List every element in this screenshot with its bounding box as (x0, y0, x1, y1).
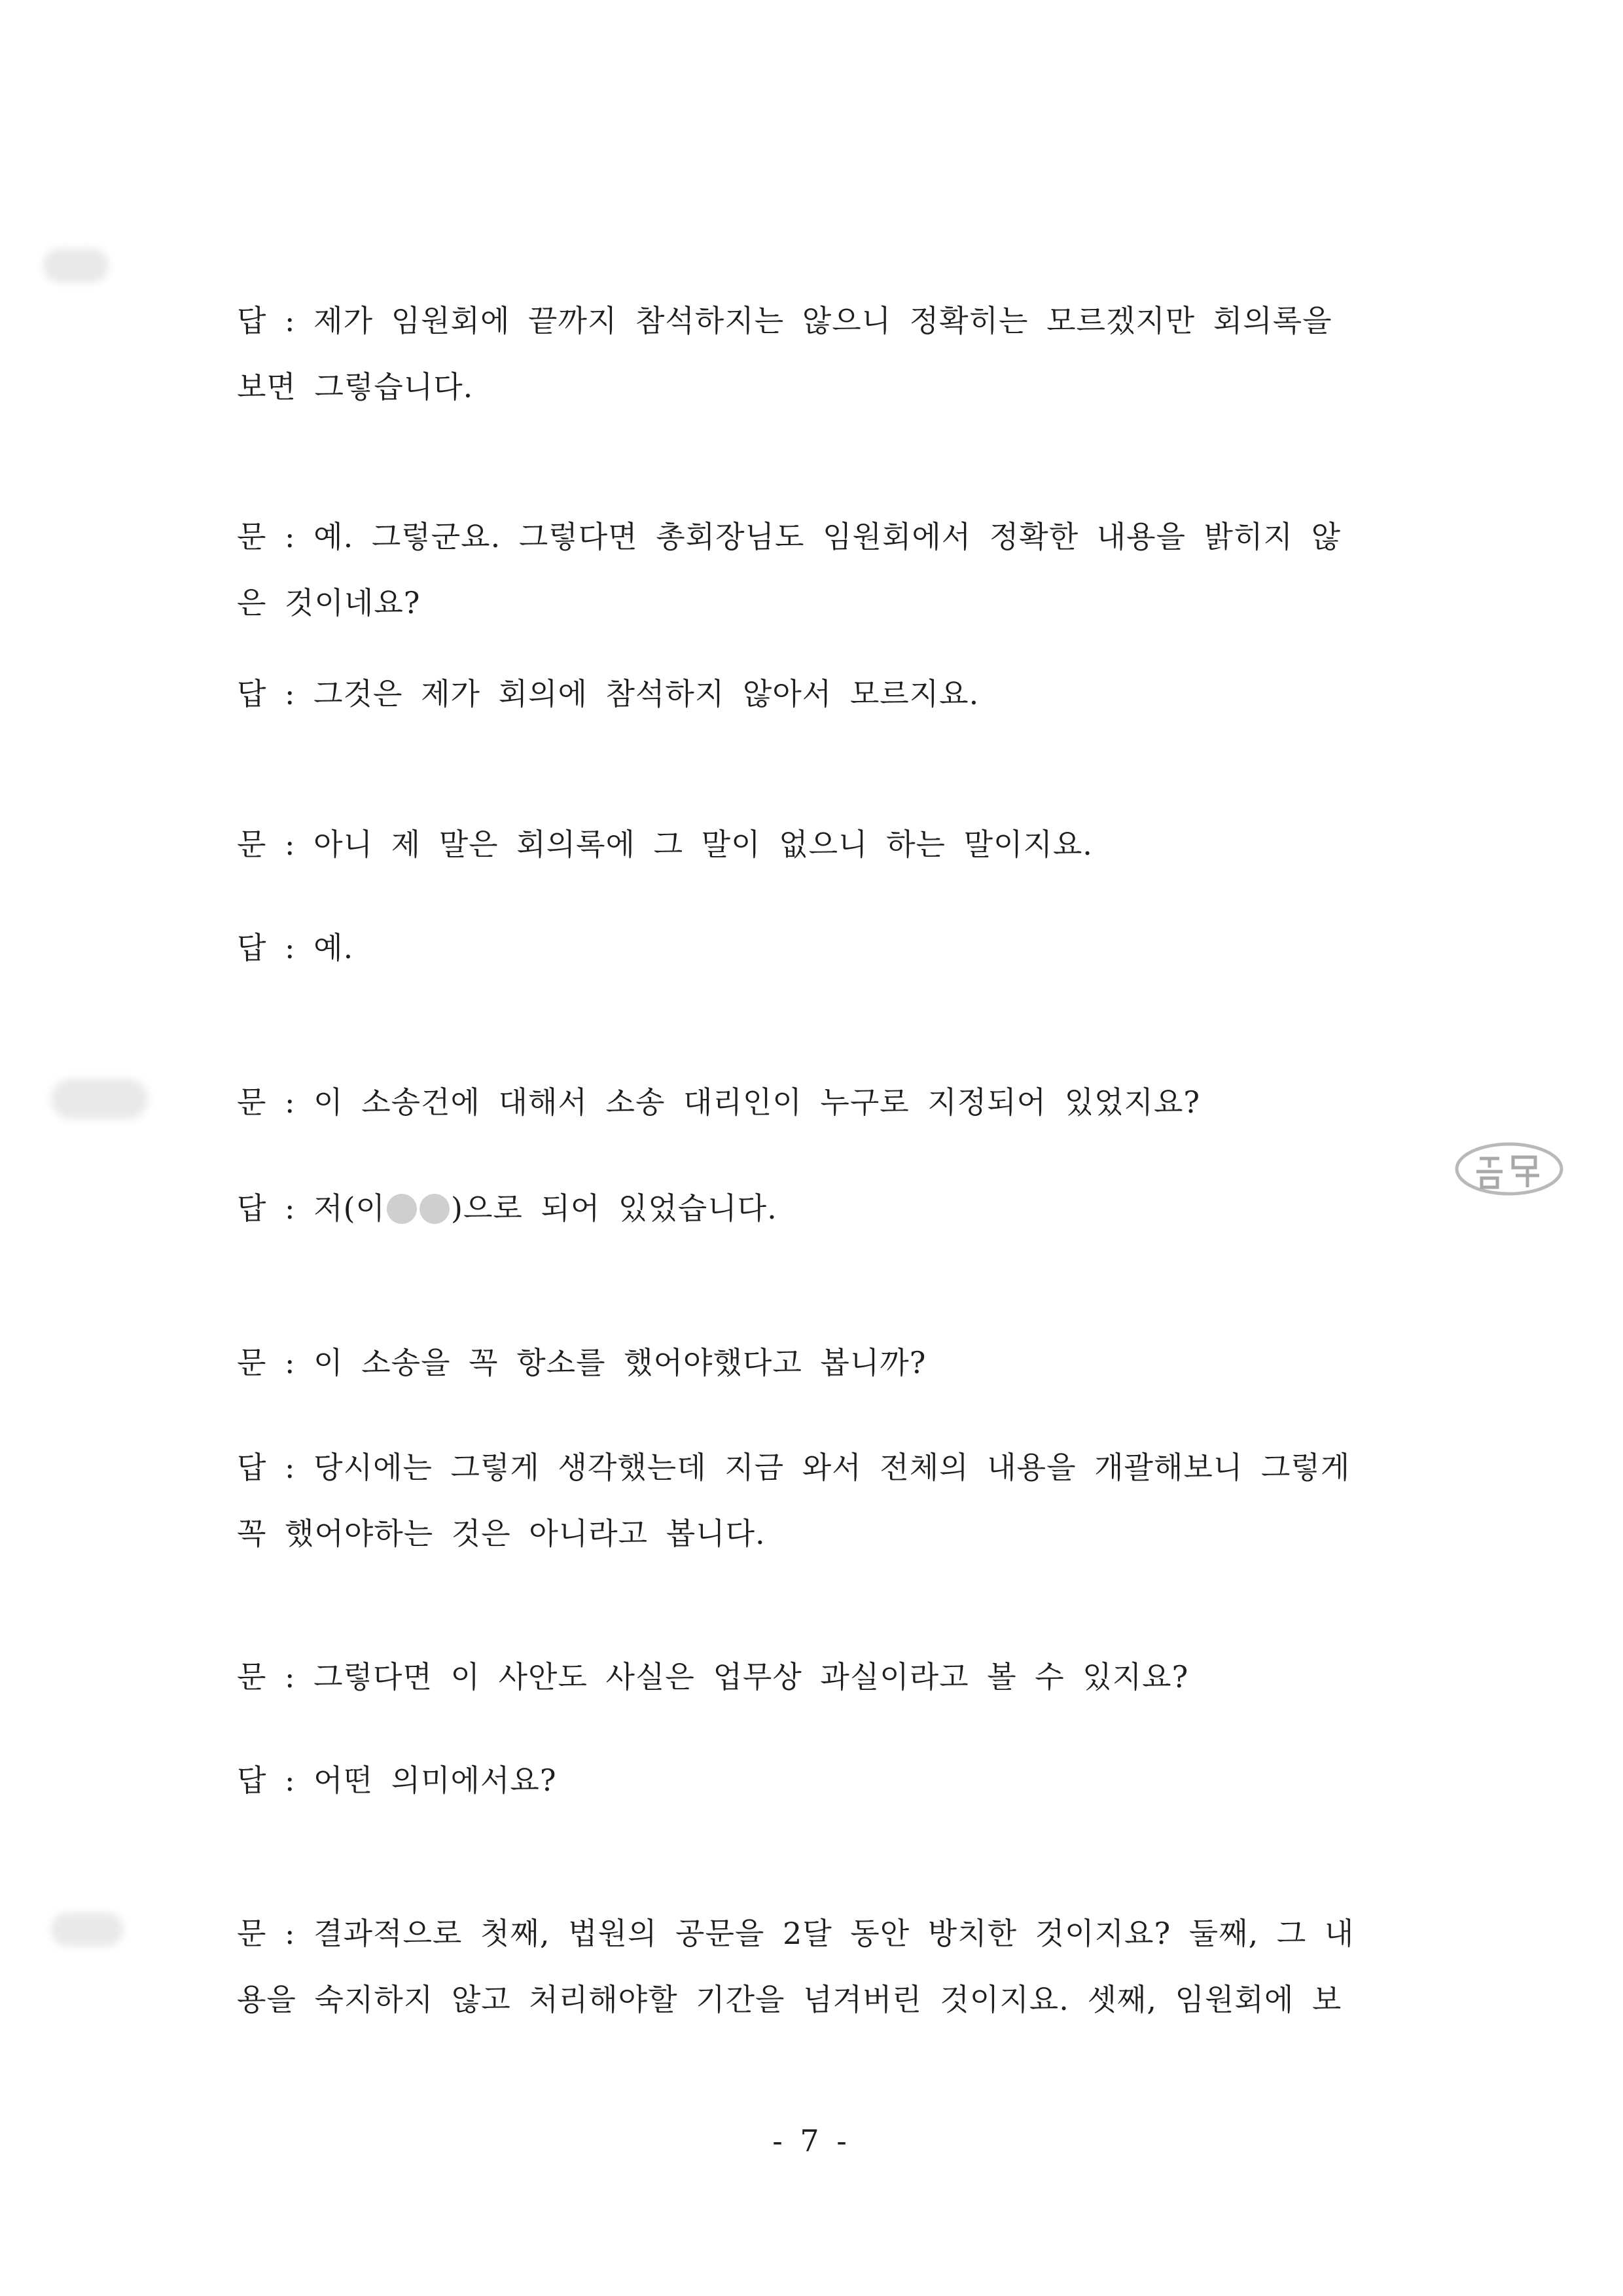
text-line: 답 : 예. (237, 930, 354, 965)
text-line: 문 : 결과적으로 첫째, 법원의 공문을 2달 동안 방치한 것이지요? 둘째, 그 내 (237, 1916, 1355, 1951)
scan-smudge (51, 1912, 123, 1946)
qa-paragraph (237, 1435, 1395, 1567)
qa-paragraph-redacted (237, 1175, 1395, 1242)
text-line: 답 : 당시에는 그렇게 생각했는데 지금 와서 전체의 내용을 개괄해보니 그렇게 (237, 1450, 1351, 1485)
redaction-mark (419, 1194, 450, 1224)
redaction-mark (387, 1194, 417, 1224)
text-line: 문 : 아니 제 말은 회의록에 그 말이 없으니 하는 말이지요. (237, 827, 1093, 862)
qa-paragraph (237, 1069, 1395, 1136)
text-line (237, 1175, 1395, 1242)
scan-smudge (51, 1079, 148, 1119)
qa-paragraph (237, 812, 1395, 878)
scan-smudge (43, 249, 109, 283)
qa-paragraph (237, 661, 1395, 727)
text-line: 답 : 그것은 제가 회의에 참석하지 않아서 모르지요. (237, 676, 980, 711)
page-number: - 7 - (772, 2123, 851, 2159)
text-line: 문 : 이 소송건에 대해서 소송 대리인이 누구로 지정되어 있었지요? (237, 1085, 1201, 1120)
text-line: 은 것이네요? (237, 585, 421, 620)
qa-paragraph (237, 1748, 1395, 1814)
text-line: 답 : 어떤 의미에서요? (237, 1763, 557, 1798)
text-line: 용을 숙지하지 않고 처리해야할 기간을 넘겨버린 것이지요. 셋째, 임원회에 보 (237, 1982, 1342, 2017)
qa-paragraph (237, 504, 1395, 636)
text-line: 보면 그렇습니다. (237, 369, 474, 404)
qa-paragraph (237, 288, 1395, 420)
qa-paragraph (237, 1330, 1395, 1396)
text-line: 답 : 제가 임원회에 끝까지 참석하지는 않으니 정확히는 모르겠지만 회의록을 (237, 303, 1332, 338)
text-line: 꼭 했어야하는 것은 아니라고 봅니다. (237, 1516, 766, 1551)
qa-paragraph (237, 1644, 1395, 1710)
text-line: 문 : 예. 그렇군요. 그렇다면 총회장님도 임원회에서 정확한 내용을 밝히지 않 (237, 519, 1342, 554)
answer-suffix: )으로 되어 있었습니다. (451, 1191, 777, 1226)
answer-prefix: 답 : 저(이 (237, 1191, 385, 1226)
text-line: 문 : 그렇다면 이 사안도 사실은 업무상 과실이라고 볼 수 있지요? (237, 1659, 1189, 1695)
text-line: 문 : 이 소송을 꼭 항소를 했어야했다고 봅니까? (237, 1345, 927, 1380)
qa-paragraph (237, 1901, 1395, 2033)
qa-paragraph (237, 915, 1395, 981)
seal-stamp-icon (1450, 1138, 1568, 1200)
